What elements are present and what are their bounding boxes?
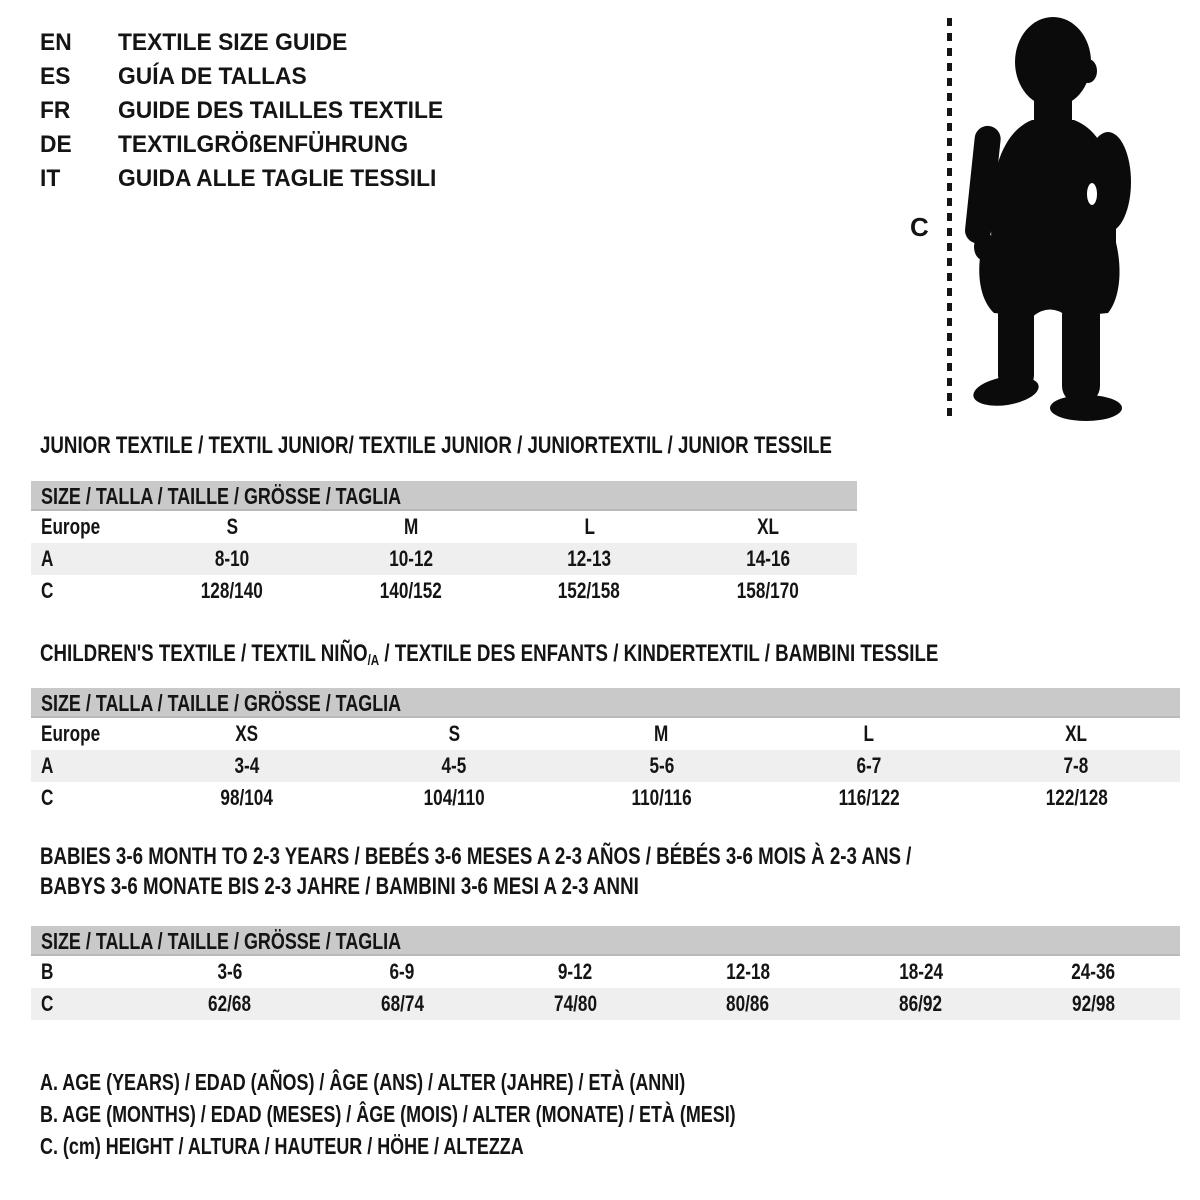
- table-cell: 152/158: [558, 578, 621, 603]
- row-label-cell: C: [41, 785, 54, 810]
- lang-title: GUÍA DE TALLAS: [118, 63, 307, 90]
- junior-section-title: JUNIOR TEXTILE / TEXTIL JUNIOR/ TEXTILE JUNIOR / JUNIORTEXTIL / JUNIOR TESSILE: [40, 432, 832, 459]
- junior-columns-row: [31, 511, 857, 543]
- table-cell: 110/116: [631, 785, 692, 810]
- size-column-header: M: [403, 514, 418, 539]
- nino-a-subscript: /A: [367, 653, 380, 670]
- table-cell: 8-10: [215, 546, 250, 571]
- row-label-cell: C: [41, 991, 54, 1016]
- table-cell: 74/80: [553, 991, 597, 1016]
- babies-size-header-bar: SIZE / TALLA / TAILLE / GRÖSSE / TAGLIA: [31, 926, 1180, 956]
- table-cell: 62/68: [207, 991, 251, 1016]
- size-column-header: XL: [1065, 721, 1088, 746]
- table-cell: 10-12: [388, 546, 433, 571]
- table-cell: 12-13: [567, 546, 612, 571]
- size-column-header: L: [583, 514, 595, 539]
- babies-height-row: [31, 988, 1180, 1020]
- table-cell: 5-6: [649, 753, 674, 778]
- table-cell: 128/140: [201, 578, 264, 603]
- table-cell: 6-9: [389, 959, 415, 984]
- region-label-cell: Europe: [41, 514, 101, 539]
- size-column-header: XS: [235, 721, 259, 746]
- measurement-legend: [40, 1066, 932, 1162]
- toddler-silhouette-icon: [962, 14, 1140, 424]
- children-columns-row: [31, 718, 1180, 750]
- lang-row-de: [40, 128, 460, 162]
- legend-line-b: B. AGE (MONTHS) / EDAD (MESES) / ÂGE (MOIS) / ALTER (MONATE) / ETÀ (MESI): [40, 1101, 736, 1127]
- lang-code: FR: [40, 97, 71, 124]
- table-cell: 98/104: [220, 785, 273, 810]
- region-label-cell: Europe: [41, 721, 101, 746]
- row-label-cell: A: [41, 753, 54, 778]
- table-cell: 24-36: [1071, 959, 1116, 984]
- junior-size-table: [31, 481, 857, 607]
- size-column-header: M: [654, 721, 669, 746]
- row-label-cell: B: [41, 959, 54, 984]
- babies-section-title: BABIES 3-6 MONTH TO 2-3 YEARS / BEBÉS 3-6 MESES A 2-3 AÑOS / BÉBÉS 3-6 MOIS À 2-3 ANS / BABYS 3-6 MONATE BIS 2-3 JAHRE / BAMBINI 3-6 MESI A 2-3 ANNI: [40, 843, 912, 900]
- children-size-header-bar: SIZE / TALLA / TAILLE / GRÖSSE / TAGLIA: [31, 688, 1180, 718]
- children-size-table: [31, 688, 1180, 814]
- size-column-header: L: [863, 721, 875, 746]
- legend-line-a: A. AGE (YEARS) / EDAD (AÑOS) / ÂGE (ANS) / ALTER (JAHRE) / ETÀ (ANNI): [40, 1069, 686, 1095]
- table-cell: 116/122: [838, 785, 900, 810]
- lang-row-fr: [40, 94, 460, 128]
- children-height-row: [31, 782, 1180, 814]
- table-cell: 9-12: [557, 959, 593, 984]
- junior-size-header-bar: SIZE / TALLA / TAILLE / GRÖSSE / TAGLIA: [31, 481, 857, 511]
- babies-months-row: [31, 956, 1180, 988]
- children-section-title: CHILDREN'S TEXTILE / TEXTIL $NIÑO_{/A}$ / TEXTILE DES ENFANTS / KINDERTEXTIL / BAMBINI TESSILE: [40, 640, 939, 670]
- table-cell: 80/86: [726, 991, 770, 1016]
- lang-title: GUIDA ALLE TAGLIE TESSILI: [118, 165, 437, 192]
- table-cell: 14-16: [745, 546, 790, 571]
- table-cell: 3-4: [234, 753, 260, 778]
- row-label-cell: C: [41, 578, 54, 603]
- lang-code: ES: [40, 63, 71, 90]
- table-cell: 86/92: [899, 991, 943, 1016]
- size-column-header: S: [448, 721, 460, 746]
- lang-code: IT: [40, 165, 61, 192]
- lang-code: EN: [40, 29, 72, 56]
- row-label-cell: A: [41, 546, 54, 571]
- table-cell: 104/110: [423, 785, 485, 810]
- table-cell: 122/128: [1045, 785, 1108, 810]
- lang-row-en: [40, 26, 460, 60]
- height-measure-label: C: [910, 212, 929, 242]
- table-cell: 18-24: [898, 959, 943, 984]
- table-cell: 6-7: [856, 753, 882, 778]
- table-cell: 92/98: [1072, 991, 1116, 1016]
- lang-title: TEXTILE SIZE GUIDE: [118, 29, 348, 56]
- table-cell: 12-18: [725, 959, 770, 984]
- lang-title: TEXTILGRÖßENFÜHRUNG: [118, 131, 409, 158]
- junior-height-row: [31, 575, 857, 607]
- babies-size-table: [31, 926, 1180, 1020]
- junior-age-row: [31, 543, 857, 575]
- table-cell: 4-5: [441, 753, 467, 778]
- table-cell: 3-6: [217, 959, 242, 984]
- table-cell: 158/170: [736, 578, 799, 603]
- size-column-header: S: [226, 514, 238, 539]
- table-cell: 140/152: [379, 578, 442, 603]
- children-age-row: [31, 750, 1180, 782]
- legend-line-c: C. (cm) HEIGHT / ALTURA / HAUTEUR / HÖHE / ALTEZZA: [40, 1133, 524, 1159]
- lang-row-es: [40, 60, 460, 94]
- height-measure-dashed-line: [947, 18, 952, 416]
- table-cell: 7-8: [1063, 753, 1089, 778]
- lang-title: GUIDE DES TAILLES TEXTILE: [118, 97, 444, 124]
- table-cell: 68/74: [380, 991, 424, 1016]
- lang-code: DE: [40, 131, 72, 158]
- size-column-header: XL: [756, 514, 779, 539]
- language-title-list: [40, 26, 460, 196]
- lang-row-it: [40, 162, 460, 196]
